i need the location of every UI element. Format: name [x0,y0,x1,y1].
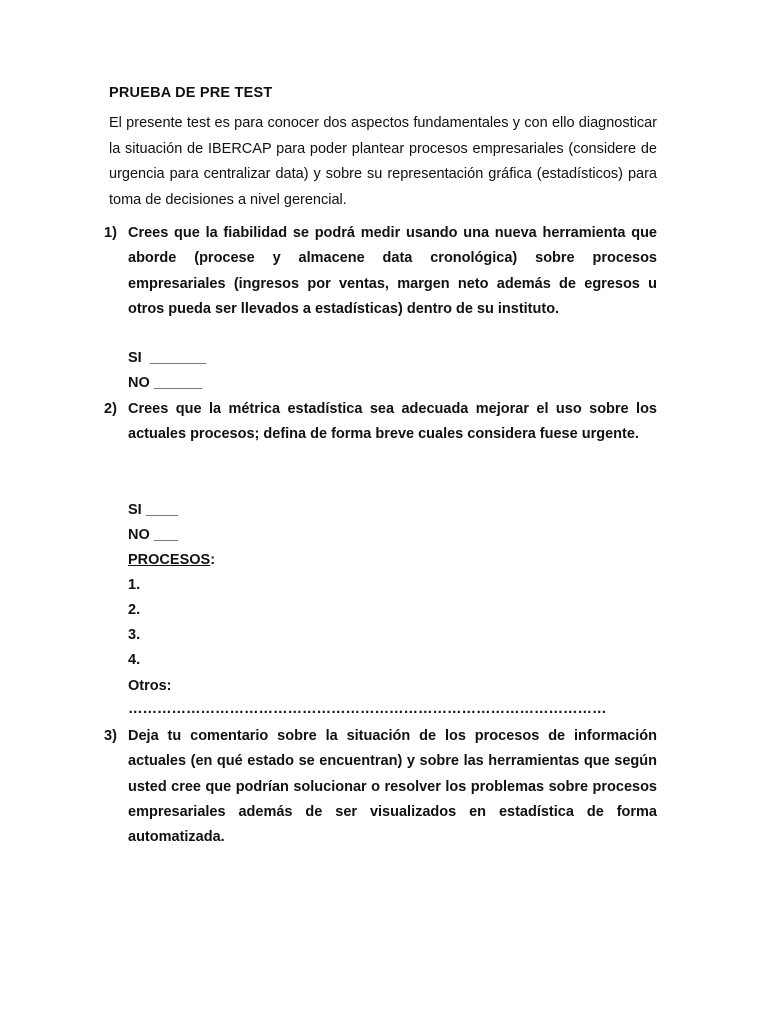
procesos-heading [128,550,215,570]
question-1 [104,221,657,322]
question-1-si-option: SI _______ [128,350,207,366]
procesos-label: PROCESOS [128,552,211,568]
question-3-text: Deja tu comentario sobre la situación de los procesos de información actuales (en qué estado se encuentran) y sobre las herramientas que según usted cree que podrían solucionar o resolver los problemas sobre procesos empresariales además de ser visualizados en estadística de forma automatizada. [128,728,657,846]
question-2-number: 2) [104,401,117,417]
question-1-text: Crees que la fiabilidad se podrá medir usando una nueva herramienta que aborde (procese y almacene data cronológica) sobre procesos empresariales (ingresos por ventas, margen neto además de egresos u otros pueda ser llevados a estadísticas) dentro de su instituto. [128,225,657,317]
procesos-item-1: 1. [128,577,141,593]
procesos-item-3: 3. [128,627,141,643]
question-3 [104,724,657,850]
question-2 [104,397,657,448]
question-2-no-option: NO ___ [128,527,178,543]
procesos-colon: : [210,552,216,568]
procesos-item-2: 2. [128,602,141,618]
question-1-no-option: NO ______ [128,375,203,391]
otros-dotted-line: ……………………………………………………………………………………… [128,701,607,717]
document-title: PRUEBA DE PRE TEST [109,85,273,101]
procesos-item-4: 4. [128,652,141,668]
question-2-text: Crees que la métrica estadística sea adecuada mejorar el uso sobre los actuales procesos; defina de forma breve cuales considera fuese urgente. [128,401,657,443]
intro-paragraph: El presente test es para conocer dos aspectos fundamentales y con ello diagnosticar la situación de IBERCAP para poder plantear procesos empresariales (considere de urgencia para centralizar data) y sobre su representación gráfica (estadísticos) para toma de decisiones a nivel gerencial. [109,115,657,208]
question-1-number: 1) [104,225,117,241]
question-3-number: 3) [104,728,117,744]
question-2-si-option: SI ____ [128,502,178,518]
otros-label: Otros: [128,678,172,694]
